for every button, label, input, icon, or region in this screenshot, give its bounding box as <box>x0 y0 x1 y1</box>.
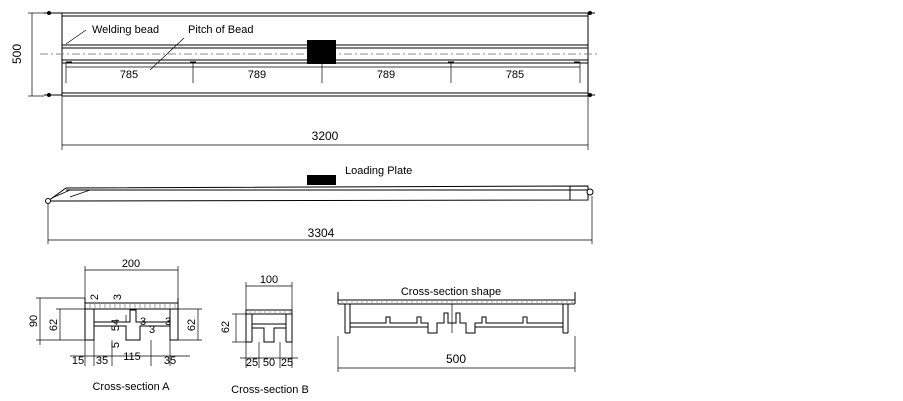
sec-a-d3b: 3 <box>139 316 147 328</box>
sec-b-b50: 50 <box>262 357 276 369</box>
pitch-dim-1: 785 <box>119 69 139 81</box>
sec-b-width: 100 <box>259 274 279 286</box>
sec-b-b25b: 25 <box>280 357 294 369</box>
sec-shape-caption: Cross-section shape <box>400 286 502 298</box>
sec-a-b35a: 35 <box>95 355 109 367</box>
sec-a-d3a: 3 <box>112 293 124 301</box>
pitch-dim-3: 789 <box>376 69 396 81</box>
sec-a-d54: 54 <box>110 318 122 332</box>
sec-a-b15: 15 <box>71 355 85 367</box>
cross-section-b <box>220 274 309 396</box>
sec-a-d2: 2 <box>89 293 101 301</box>
plan-view <box>10 11 598 150</box>
cross-section-shape <box>338 286 575 372</box>
sec-a-width: 200 <box>121 258 141 270</box>
pitch-dim-4: 785 <box>505 69 525 81</box>
sec-a-d3d: 3 <box>164 316 172 328</box>
sec-b-caption: Cross-section B <box>231 384 309 396</box>
loading-plate-plan <box>307 40 336 64</box>
sec-a-left-62: 62 <box>48 318 60 332</box>
loading-plate-label: Loading Plate <box>345 165 413 177</box>
side-view <box>46 165 594 244</box>
loading-plate-side <box>307 175 336 185</box>
sec-shape-width: 500 <box>445 352 467 366</box>
plan-length-dim: 3200 <box>311 129 339 143</box>
side-length-dim: 3304 <box>307 226 335 240</box>
pitch-dim-2: 789 <box>247 69 267 81</box>
sec-a-d5: 5 <box>110 341 122 349</box>
sec-a-b115: 115 <box>123 351 141 363</box>
plan-width-dim: 500 <box>10 43 24 65</box>
sec-b-height: 62 <box>220 320 232 334</box>
sec-a-height: 90 <box>28 314 40 328</box>
sec-a-right-62: 62 <box>186 318 198 332</box>
pitch-of-bead-label: Pitch of Bead <box>188 24 254 36</box>
cross-section-a <box>28 258 202 393</box>
sec-a-b35b: 35 <box>163 355 177 367</box>
sec-a-d3c: 3 <box>148 324 156 336</box>
sec-a-caption: Cross-section A <box>92 381 170 393</box>
sec-b-b25a: 25 <box>245 357 259 369</box>
welding-bead-label: Welding bead <box>92 24 160 36</box>
